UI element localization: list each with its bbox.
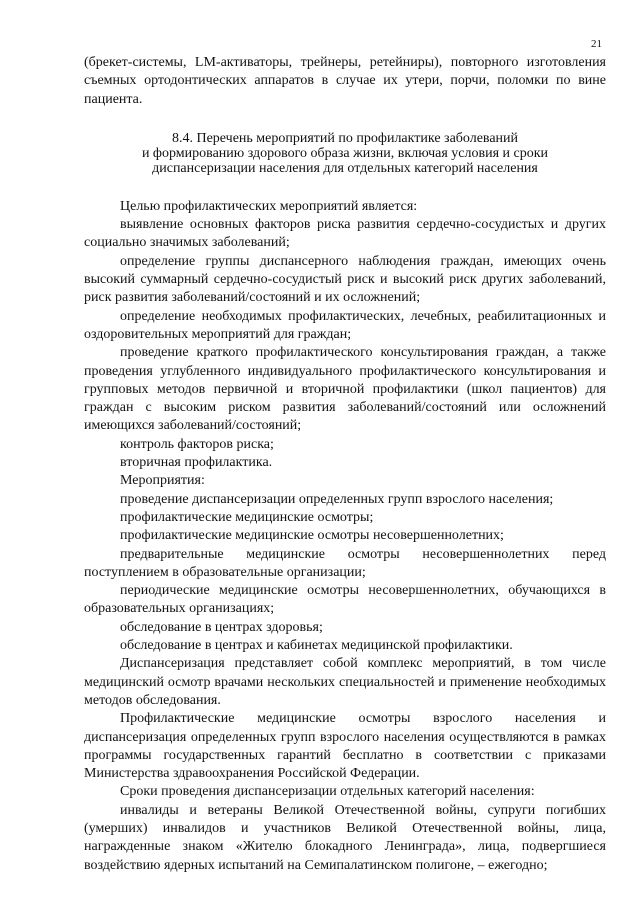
section-heading-line-3: диспансеризации населения для отдельных категорий населения — [152, 160, 538, 176]
paragraph-goal: Целью профилактических мероприятий является: — [120, 198, 418, 214]
paragraph: периодические медицинские осмотры несовершеннолетних, обучающихся в образовательных организациях; — [84, 583, 606, 617]
paragraph: обследование в центрах и кабинетах медицинской профилактики. — [120, 638, 513, 654]
document-body — [84, 54, 606, 875]
section-heading — [84, 131, 606, 176]
paragraph: Сроки проведения диспансеризации отдельных категорий населения: — [120, 784, 535, 800]
paragraph: вторичная профилактика. — [120, 455, 273, 471]
paragraph: проведение диспансеризации определенных групп взрослого населения; — [120, 491, 554, 507]
section-heading-line-2: и формированию здорового образа жизни, включая условия и сроки — [141, 145, 549, 161]
intro-paragraph: (брекет-системы, LM-активаторы, трейнеры, ретейниры), повторного изготовления съемных ортодонтических аппаратов в случае их утери, порчи, поломки по вине пациента. — [84, 55, 606, 107]
paragraph: Диспансеризация представляет собой комплекс мероприятий, в том числе медицинский осмотр врачами нескольких специальностей и применение необходимых методов обследования. — [84, 656, 606, 708]
paragraph: контроль факторов риска; — [120, 436, 274, 452]
paragraph: Профилактические медицинские осмотры взрослого населения и диспансеризация определенных групп взрослого населения осуществляются в рамках программы государственных гарантий бесплатно в соответствии с приказами Министерства здравоохранения Российской Федерации. — [84, 711, 606, 782]
paragraph: инвалиды и ветераны Великой Отечественной войны, супруги погибших (умерших) инвалидов и участников Великой Отечественной войны, лица, награжденные знаком «Жителю блокадного Ленинграда», лица, подвергшиеся воздействию ядерных испытаний на Семипалатинском полигоне, – ежегодно; — [84, 802, 606, 873]
paragraph: определение необходимых профилактических, лечебных, реабилитационных и оздоровительных мероприятий для граждан; — [84, 308, 606, 342]
paragraph: проведение краткого профилактического консультирования граждан, а также проведения углубленного индивидуального профилактического консультирования и групповых методов первичной и вторичной профилактики (школ пациентов) для граждан с высоким риском развития заболеваний/состояний или осложнений имеющихся заболеваний/состояний; — [84, 345, 606, 434]
section-heading-line-1: 8.4. Перечень мероприятий по профилактике заболеваний — [171, 130, 519, 146]
paragraph: обследование в центрах здоровья; — [120, 619, 323, 635]
paragraph: профилактические медицинские осмотры; — [120, 509, 374, 525]
paragraph-measures-title: Мероприятия: — [120, 473, 205, 489]
paragraph: профилактические медицинские осмотры несовершеннолетних; — [120, 528, 504, 544]
page-number: 21 — [591, 38, 602, 50]
paragraph: выявление основных факторов риска развития сердечно-сосудистых и других социально значимых заболеваний; — [84, 217, 606, 251]
paragraph: определение группы диспансерного наблюдения граждан, имеющих очень высокий суммарный сердечно-сосудистый риск и высокий риск других заболеваний, риск развития заболеваний/состояний и их осложнений; — [84, 253, 606, 306]
paragraph: предварительные медицинские осмотры несовершеннолетних перед поступлением в образовательные организации; — [84, 546, 606, 580]
